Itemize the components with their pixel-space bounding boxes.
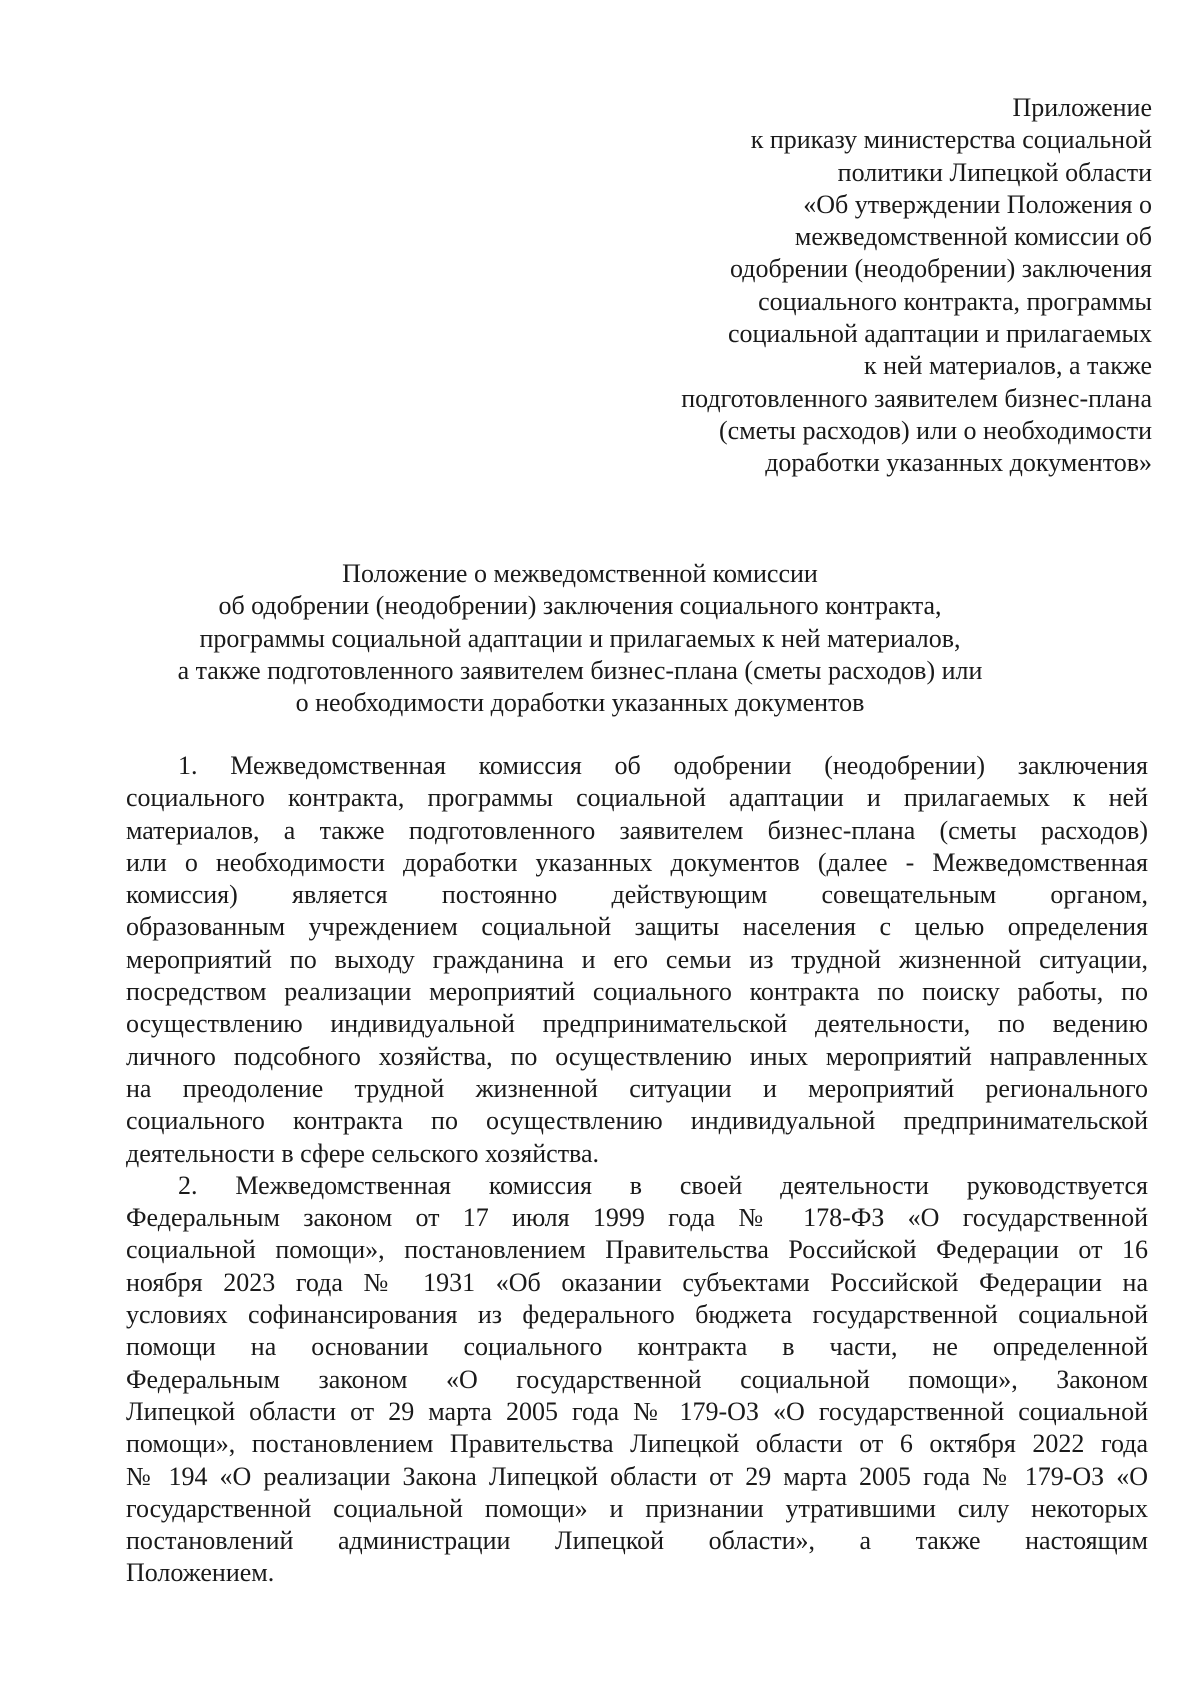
paragraph-line: социального контракта, программы социальной адаптации и прилагаемых к ней [126,783,1148,813]
appendix-line: к ней материалов, а также [863,351,1152,381]
paragraph-line: Федеральным законом «О государственной социальной помощи», Законом [126,1364,1148,1394]
title-line: об одобрении (неодобрении) заключения социального контракта, [218,591,942,621]
appendix-line: Приложение [1012,93,1152,122]
paragraph-line: государственной социальной помощи» и признании утратившими силу некоторых [126,1493,1148,1523]
paragraph-line: условиях софинансирования из федерального бюджета государственной социальной [126,1300,1148,1330]
paragraph-line: 2. Межведомственная комиссия в своей деятельности руководствуется [178,1170,1148,1200]
paragraph-line: материалов, а также подготовленного заявителем бизнес-плана (сметы расходов) [126,815,1148,845]
appendix-line: к приказу министерства социальной [750,125,1152,155]
paragraph-line: образованным учреждением социальной защиты населения с целью определения [126,912,1148,942]
appendix-line: политики Липецкой области [837,157,1152,187]
appendix-line: социальной адаптации и прилагаемых [727,319,1152,349]
paragraph-line: социального контракта по осуществлению индивидуальной предпринимательской [126,1106,1148,1136]
appendix-line: подготовленного заявителем бизнес-плана [681,383,1152,413]
paragraph-line: деятельности в сфере сельского хозяйства. [126,1138,600,1168]
paragraph-line: помощи на основании социального контракта в части, не определенной [126,1332,1148,1362]
document-body [126,750,1148,1590]
appendix-line: социального контракта, программы [758,286,1152,316]
appendix-header [512,92,1152,480]
paragraph-line: Положением. [126,1558,275,1588]
paragraph-line: № 194 «О реализации Закона Липецкой области от 29 марта 2005 года № 179-ОЗ «О [126,1461,1148,1491]
paragraph-line: социальной помощи», постановлением Правительства Российской Федерации от 16 [126,1235,1148,1265]
paragraph-line: личного подсобного хозяйства, по осуществлению иных мероприятий направленных [126,1041,1148,1071]
paragraph-line: на преодоление трудной жизненной ситуации и мероприятий регионального [126,1073,1148,1103]
title-line: о необходимости доработки указанных документов [295,688,865,718]
appendix-line: одобрении (неодобрении) заключения [729,254,1152,284]
title-line: а также подготовленного заявителем бизнес-плана (сметы расходов) или [177,655,983,685]
paragraph-line: посредством реализации мероприятий социального контракта по поиску работы, по [126,977,1148,1007]
paragraph-line: осуществлению индивидуальной предпринимательской деятельности, по ведению [126,1009,1148,1039]
title-line: программы социальной адаптации и прилагаемых к ней материалов, [199,623,961,653]
paragraph-line: помощи», постановлением Правительства Липецкой области от 6 октября 2022 года [126,1429,1148,1459]
paragraph-line: Федеральным законом от 17 июля 1999 года № 178-ФЗ «О государственной [126,1203,1148,1233]
appendix-line: «Об утверждении Положения о [803,189,1152,219]
paragraph-line: или о необходимости доработки указанных документов (далее - Межведомственная [126,847,1148,877]
appendix-line: межведомственной комиссии об [794,222,1152,252]
paragraph-1 [126,750,1148,1170]
document-title [150,558,1010,719]
title-line: Положение о межведомственной комиссии [342,559,818,588]
paragraph-line: Липецкой области от 29 марта 2005 года № 179-ОЗ «О государственной социальной [126,1396,1148,1426]
paragraph-line: 1. Межведомственная комиссия об одобрении (неодобрении) заключения [178,751,1148,780]
paragraph-line: постановлений администрации Липецкой области», а также настоящим [126,1526,1148,1556]
paragraph-line: ноября 2023 года № 1931 «Об оказании субъектами Российской Федерации на [126,1267,1148,1297]
paragraph-line: мероприятий по выходу гражданина и его семьи из трудной жизненной ситуации, [126,944,1148,974]
appendix-line: (сметы расходов) или о необходимости [719,415,1152,445]
appendix-line: доработки указанных документов» [765,448,1152,478]
paragraph-2 [126,1170,1148,1590]
paragraph-line: комиссия) является постоянно действующим совещательным органом, [126,880,1148,910]
